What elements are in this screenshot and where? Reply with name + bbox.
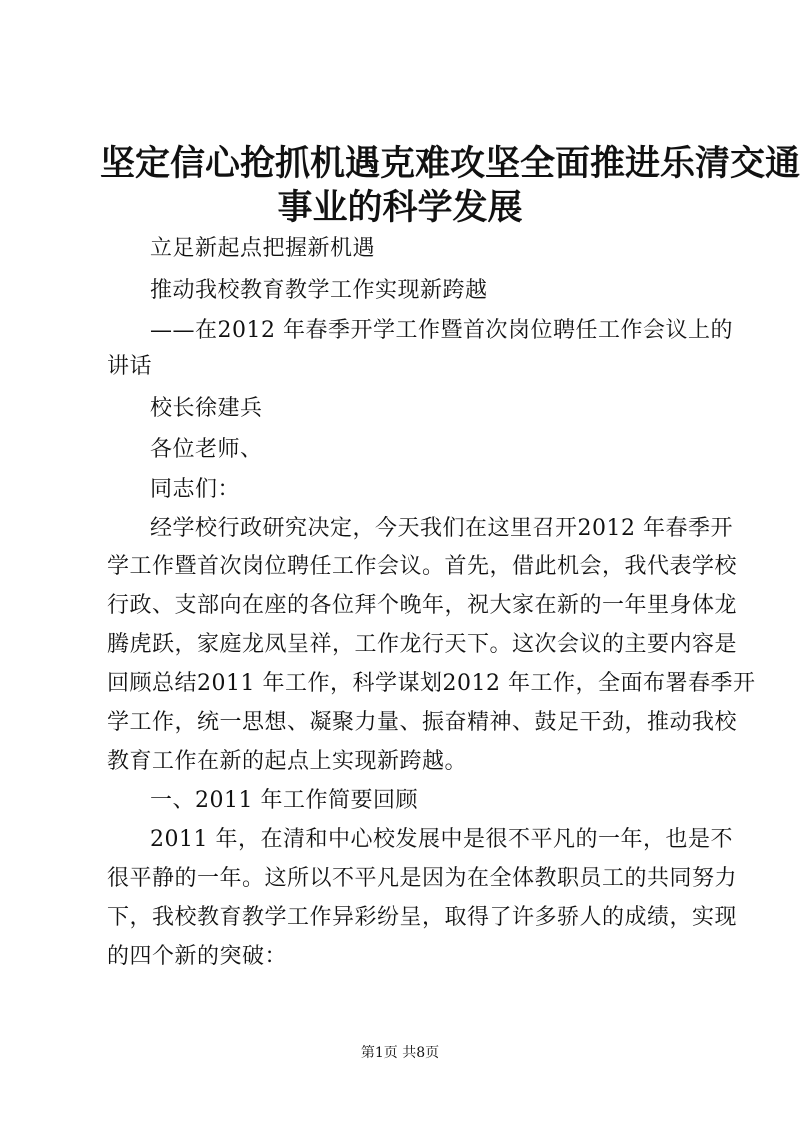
section-heading: 一、2011 年工作简要回顾 <box>150 788 418 813</box>
paragraph-2-line: 的四个新的突破： <box>107 944 288 969</box>
paragraph-2-line: 很平静的一年。这所以不平凡是因为在全体教职员工的共同努力 <box>107 866 738 891</box>
occasion-line-1: ——在2012 年春季开学工作暨首次岗位聘任工作会议上的 <box>150 318 733 343</box>
paragraph-2-line: 下，我校教育教学工作异彩纷呈，取得了许多骄人的成绩，实现 <box>107 905 738 930</box>
salutation-line-1: 各位老师、 <box>150 437 263 462</box>
paragraph-1-line: 经学校行政研究决定，今天我们在这里召开2012 年春季开 <box>150 516 733 541</box>
paragraph-1-line: 腾虎跃，家庭龙凤呈祥，工作龙行天下。这次会议的主要内容是 <box>107 632 738 657</box>
paragraph-1-line: 学工作，统一思想、凝聚力量、振奋精神、鼓足干劲，推动我校 <box>107 710 738 735</box>
paragraph-1-line: 学工作暨首次岗位聘任工作会议。首先，借此机会，我代表学校 <box>107 554 738 579</box>
paragraph-1-line: 回顾总结2011 年工作，科学谋划2012 年工作，全面布署春季开 <box>107 671 756 696</box>
paragraph-2-line: 2011 年，在清和中心校发展中是很不平凡的一年，也是不 <box>150 827 733 852</box>
paragraph-1-line: 教育工作在新的起点上实现新跨越。 <box>107 749 468 774</box>
document-title-line-2: 事业的科学发展 <box>277 187 523 228</box>
page-number-footer: 第1页 共8页 <box>360 1045 440 1061</box>
document-title-line-1: 坚定信心抢抓机遇克难攻坚全面推进乐清交通 <box>100 143 800 184</box>
subtitle-2: 推动我校教育教学工作实现新跨越 <box>150 278 488 303</box>
speaker-line: 校长徐建兵 <box>150 396 263 421</box>
salutation-line-2: 同志们： <box>150 477 241 502</box>
occasion-line-2: 讲话 <box>107 354 153 379</box>
subtitle-1: 立足新起点把握新机遇 <box>150 236 376 261</box>
paragraph-1-line: 行政、支部向在座的各位拜个晚年，祝大家在新的一年里身体龙 <box>107 593 738 618</box>
